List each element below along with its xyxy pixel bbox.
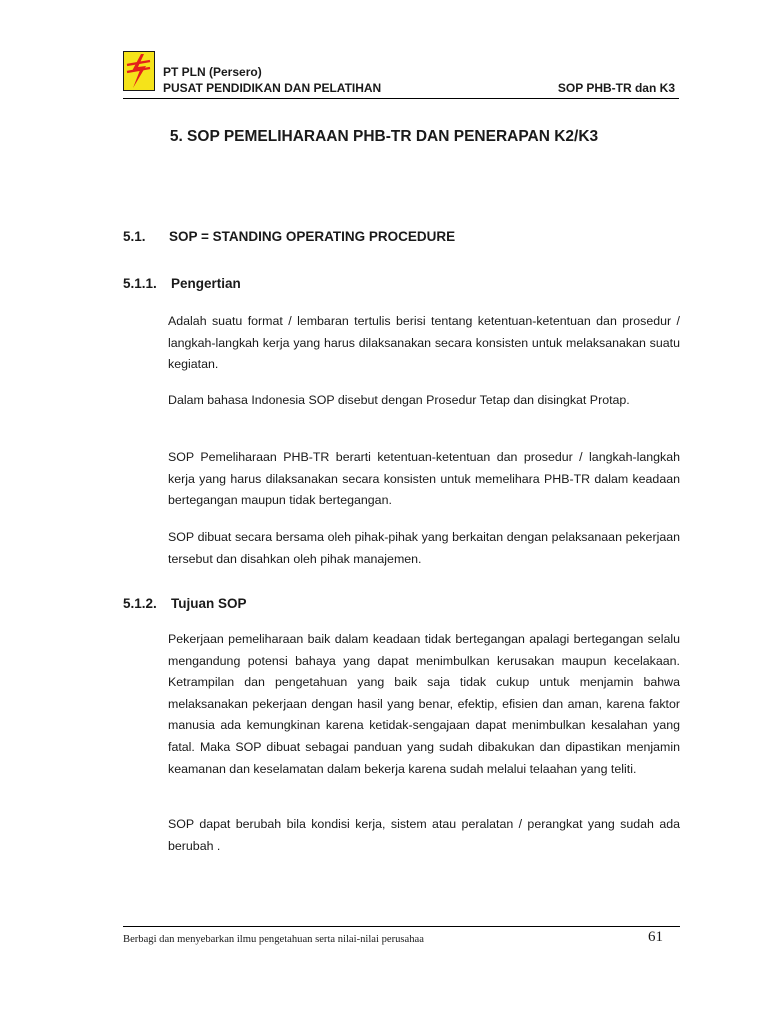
paragraph: Pekerjaan pemeliharaan baik dalam keadaan tidak bertegangan apalagi bertegangan selalu mengandung potensi bahaya yang dapat menimbulkan kerusakan maupun kecelakaan. Ketrampilan dan pengetahuan yang baik saja tidak cukup untuk menjamin bahwa melaksanakan pekerjaan dengan hasil yang benar, efektip, efisien dan aman, karena faktor manusia ada kemungkinan karena ketidak-sengajaan dapat menimbulkan kesalahan yang fatal. Maka SOP dibuat sebagai panduan yang sudah dibakukan dan dipastikan menjamin keamanan dan keselamatan dalam bekerja karena sudah melalui telaahan yang teliti. — [168, 632, 680, 776]
footer-text: Berbagi dan menyebarkan ilmu pengetahuan serta nilai-nilai perusahaa — [123, 934, 424, 945]
chapter-title: 5. SOP PEMELIHARAAN PHB-TR DAN PENERAPAN K2/K3 — [169, 128, 599, 145]
company-name: PT PLN (Persero) — [163, 65, 262, 79]
paragraph: Dalam bahasa Indonesia SOP disebut dengan Prosedur Tetap dan disingkat Protap. — [168, 393, 630, 407]
subsection-number: 5.1.2. — [123, 596, 157, 611]
page-number: 61 — [648, 929, 663, 945]
pln-lightning-logo-icon — [123, 51, 155, 91]
department-name: PUSAT PENDIDIKAN DAN PELATIHAN — [163, 81, 382, 95]
subsection-title: Tujuan SOP — [171, 596, 247, 611]
subsection-number: 5.1.1. — [123, 276, 157, 291]
footer-divider — [123, 926, 680, 927]
section-title: SOP = STANDING OPERATING PROCEDURE — [169, 229, 456, 244]
paragraph: SOP Pemeliharaan PHB-TR berarti ketentuan-ketentuan dan prosedur / langkah-langkah kerja yang harus dilaksanakan secara konsisten untuk memelihara PHB-TR dalam keadaan bertegangan maupun tidak bertegangan. — [168, 450, 680, 508]
section-number: 5.1. — [123, 229, 146, 244]
paragraph: SOP dapat berubah bila kondisi kerja, sistem atau peralatan / perangkat yang sudah ada berubah . — [168, 817, 680, 853]
paragraph: SOP dibuat secara bersama oleh pihak-pihak yang berkaitan dengan pelaksanaan pekerjaan tersebut dan disahkan oleh pihak manajemen. — [168, 530, 680, 566]
paragraph: Adalah suatu format / lembaran tertulis berisi tentang ketentuan-ketentuan dan prosedur / langkah-langkah kerja yang harus dilaksanakan secara konsisten untuk melaksanakan suatu kegiatan. — [168, 314, 680, 372]
document-code: SOP PHB-TR dan K3 — [557, 81, 675, 95]
subsection-title: Pengertian — [171, 276, 241, 291]
page-header — [123, 50, 679, 99]
